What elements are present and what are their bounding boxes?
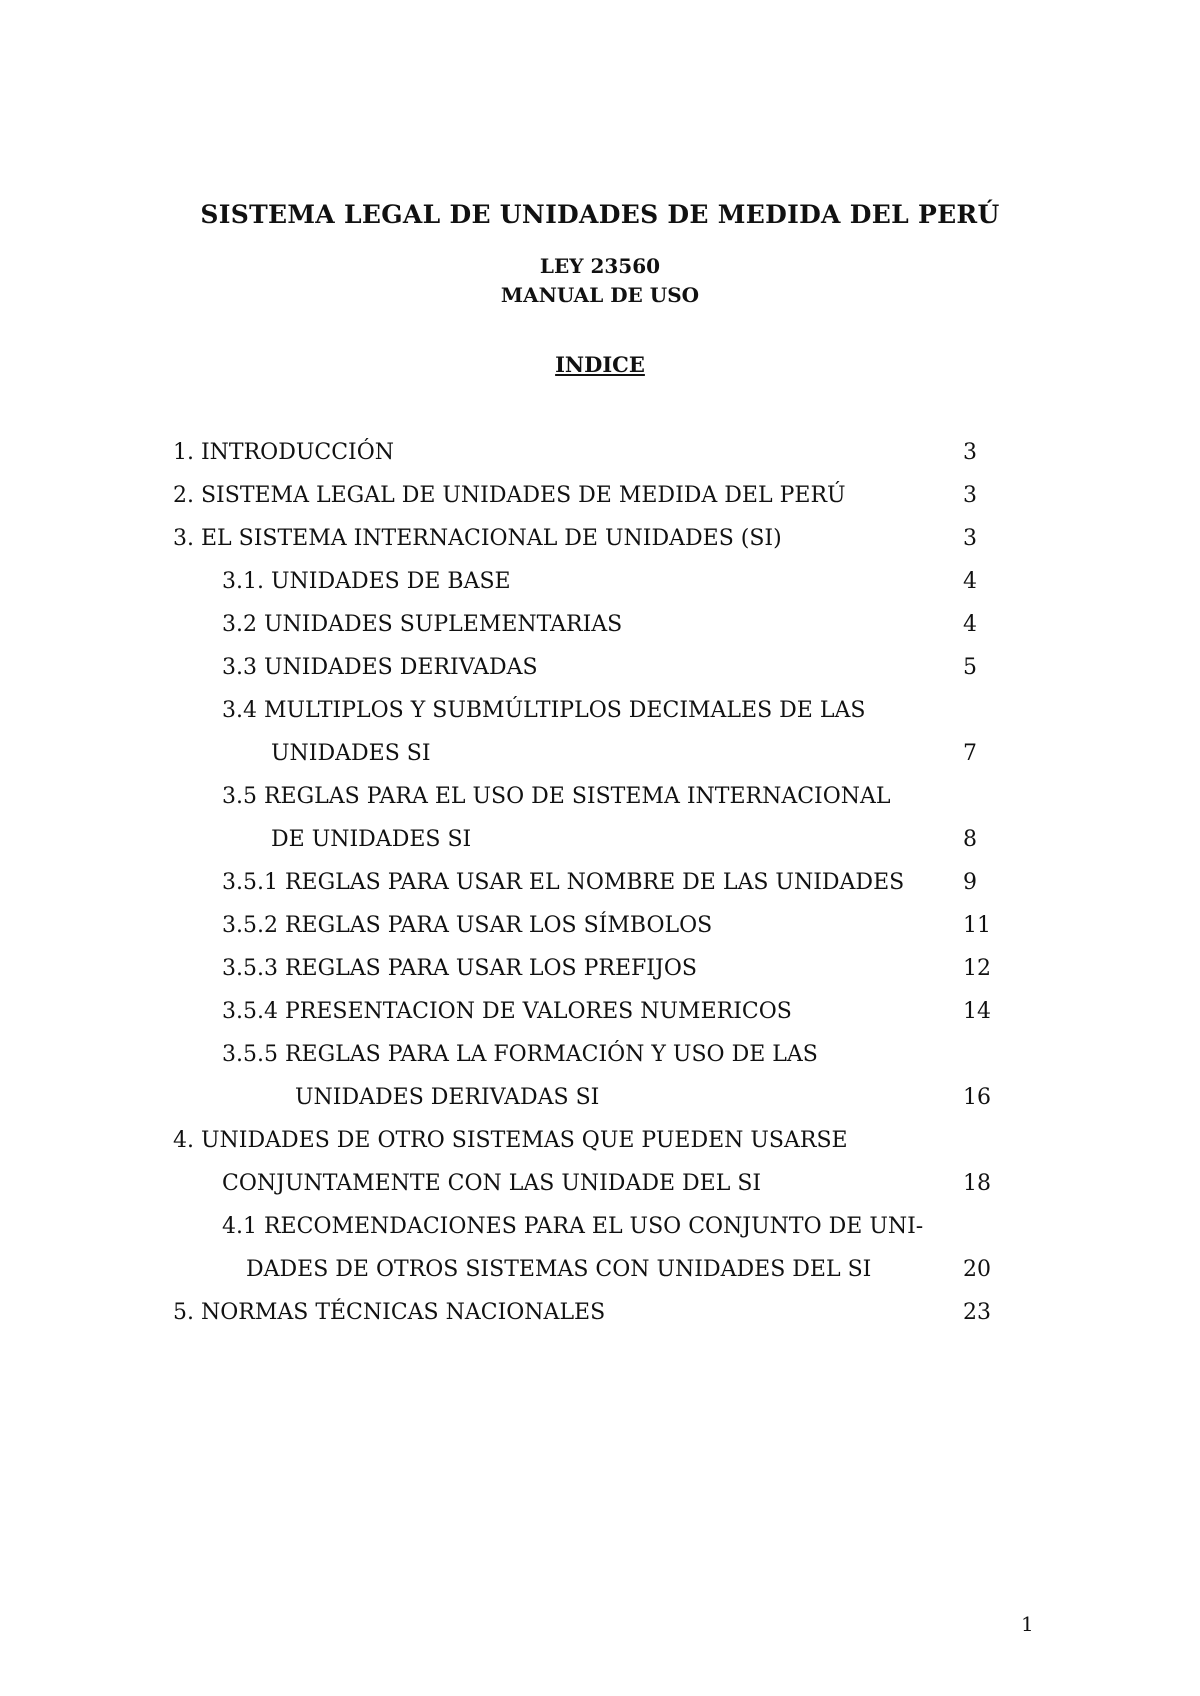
- toc-entry-text: 3.3 UNIDADES DERIVADAS: [222, 655, 538, 680]
- toc-entry-recomendaciones-line1: [173, 1205, 993, 1248]
- toc-entry-text-continued: UNIDADES DERIVADAS SI: [295, 1085, 600, 1110]
- toc-entry-text: 1. INTRODUCCIÓN: [173, 440, 395, 465]
- toc-entry-otros-sistemas-line1: [173, 1119, 993, 1162]
- toc-entry-page: 3: [963, 526, 977, 551]
- toc-entry-text: 3.5.4 PRESENTACION DE VALORES NUMERICOS: [222, 999, 792, 1024]
- toc-entry-text-continued: DADES DE OTROS SISTEMAS CON UNIDADES DEL SI: [246, 1257, 872, 1282]
- toc-entry-page: 3: [963, 483, 977, 508]
- toc-entry-text-continued: DE UNIDADES SI: [271, 827, 472, 852]
- toc-entry-page: 20: [963, 1257, 991, 1282]
- toc-entry-page: 14: [963, 999, 991, 1024]
- toc-entry-reglas-prefijos: [173, 947, 993, 990]
- toc-entry-text: 4. UNIDADES DE OTRO SISTEMAS QUE PUEDEN USARSE: [173, 1128, 848, 1153]
- toc-entry-otros-sistemas-line2: [173, 1162, 993, 1205]
- document-title: SISTEMA LEGAL DE UNIDADES DE MEDIDA DEL PERÚ: [200, 200, 1000, 229]
- toc-entry-multiplos-line1: [173, 689, 993, 732]
- toc-entry-text: 3.5.2 REGLAS PARA USAR LOS SÍMBOLOS: [222, 913, 713, 938]
- toc-entry-normas-tecnicas: [173, 1291, 993, 1334]
- toc-entry-text-continued: UNIDADES SI: [271, 741, 431, 766]
- toc-entry-text: 3. EL SISTEMA INTERNACIONAL DE UNIDADES (SI): [173, 526, 782, 551]
- toc-entry-unidades-derivadas: [173, 646, 993, 689]
- toc-entry-page: 9: [963, 870, 977, 895]
- toc-entry-reglas-si-line1: [173, 775, 993, 818]
- toc-entry-sistema-legal: [173, 474, 993, 517]
- toc-entry-page: 4: [963, 612, 977, 637]
- index-heading: INDICE: [555, 352, 645, 377]
- toc-entry-page: 5: [963, 655, 977, 680]
- toc-entry-recomendaciones-line2: [173, 1248, 993, 1291]
- toc-entry-page: 3: [963, 440, 977, 465]
- toc-entry-text: 4.1 RECOMENDACIONES PARA EL USO CONJUNTO DE UNI-: [222, 1214, 924, 1239]
- toc-entry-text: 3.1. UNIDADES DE BASE: [222, 569, 511, 594]
- toc-entry-page: 8: [963, 827, 977, 852]
- toc-entry-unidades-suplementarias: [173, 603, 993, 646]
- toc-entry-valores-numericos: [173, 990, 993, 1033]
- toc-entry-formacion-line2: [173, 1076, 993, 1119]
- toc-entry-text: 3.5.1 REGLAS PARA USAR EL NOMBRE DE LAS UNIDADES: [222, 870, 905, 895]
- toc-entry-unidades-base: [173, 560, 993, 603]
- toc-entry-page: 7: [963, 741, 977, 766]
- toc-entry-text: 3.5 REGLAS PARA EL USO DE SISTEMA INTERNACIONAL: [222, 784, 891, 809]
- toc-entry-text: 2. SISTEMA LEGAL DE UNIDADES DE MEDIDA DEL PERÚ: [173, 483, 846, 508]
- toc-entry-sistema-internacional: [173, 517, 993, 560]
- toc-entry-text: 3.4 MULTIPLOS Y SUBMÚLTIPLOS DECIMALES DE LAS: [222, 698, 866, 723]
- toc-entry-formacion-line1: [173, 1033, 993, 1076]
- toc-entry-text: 5. NORMAS TÉCNICAS NACIONALES: [173, 1300, 606, 1325]
- toc-entry-reglas-si-line2: [173, 818, 993, 861]
- toc-entry-reglas-simbolos: [173, 904, 993, 947]
- toc-entry-text: 3.2 UNIDADES SUPLEMENTARIAS: [222, 612, 623, 637]
- toc-entry-page: 11: [963, 913, 991, 938]
- toc-entry-page: 12: [963, 956, 991, 981]
- toc-entry-page: 23: [963, 1300, 991, 1325]
- toc-entry-introduccion: [173, 431, 993, 474]
- law-number: LEY 23560: [539, 254, 661, 278]
- page-number: 1: [1021, 1612, 1034, 1636]
- toc-entry-text-continued: CONJUNTAMENTE CON LAS UNIDADE DEL SI: [222, 1171, 762, 1196]
- toc-entry-page: 4: [963, 569, 977, 594]
- toc-entry-text: 3.5.5 REGLAS PARA LA FORMACIÓN Y USO DE LAS: [222, 1042, 818, 1067]
- table-of-contents: [173, 431, 993, 1334]
- manual-subtitle: MANUAL DE USO: [500, 283, 700, 307]
- toc-entry-page: 18: [963, 1171, 991, 1196]
- toc-entry-reglas-nombre: [173, 861, 993, 904]
- toc-entry-text: 3.5.3 REGLAS PARA USAR LOS PREFIJOS: [222, 956, 697, 981]
- toc-entry-page: 16: [963, 1085, 991, 1110]
- toc-entry-multiplos-line2: [173, 732, 993, 775]
